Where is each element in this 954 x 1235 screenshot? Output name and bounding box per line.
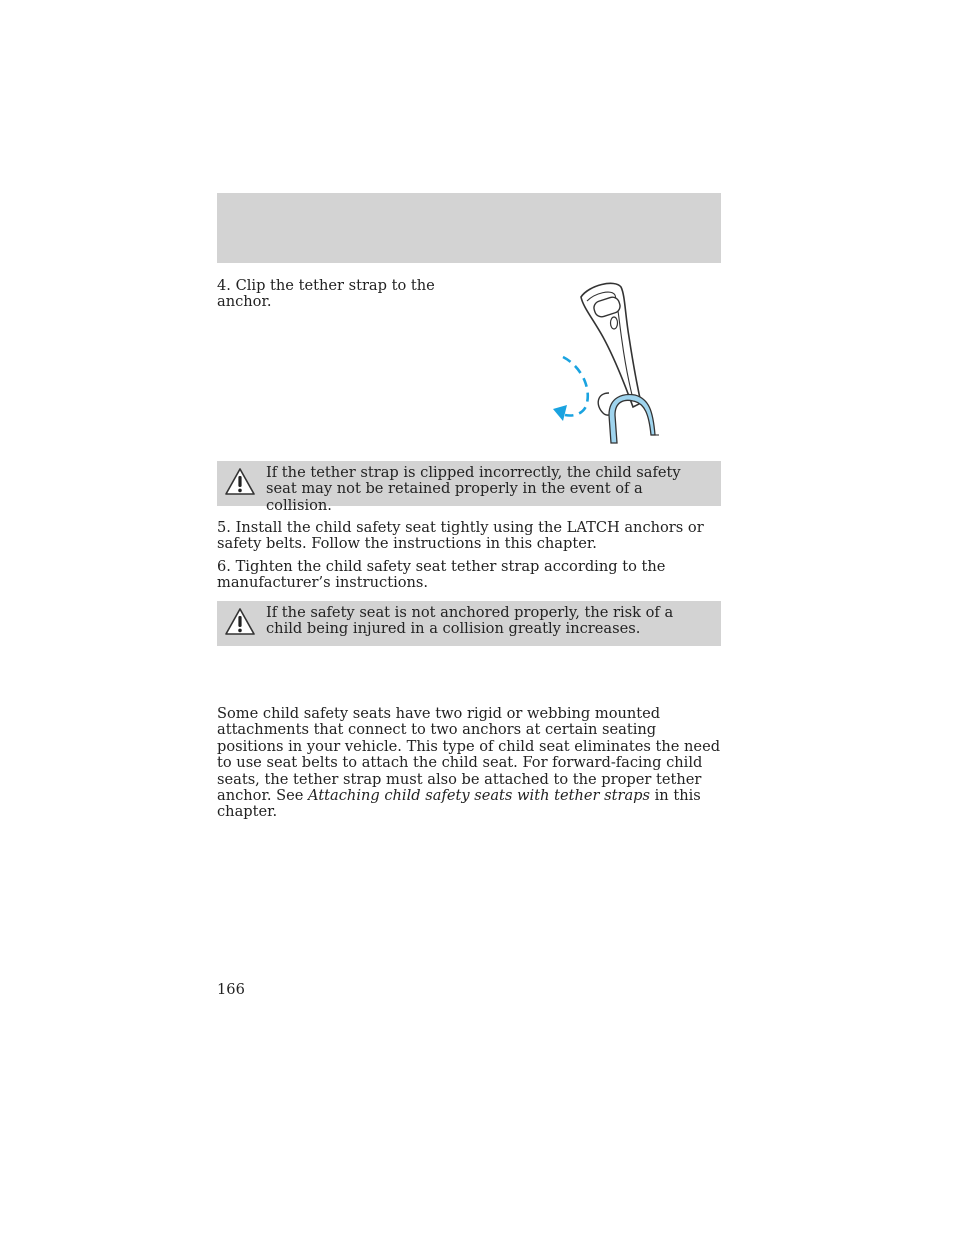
warning-text-tether-clip: If the tether strap is clipped incorrectly, the child safety seat may not be retained properly in the event of a collision.: [266, 464, 681, 514]
clip-direction-arrow-path: [563, 357, 588, 416]
warning-text-seat-anchor: If the safety seat is not anchored properly, the risk of a child being injured in a collision greatly increases.: [266, 604, 674, 638]
warning-triangle-icon: [224, 607, 256, 637]
latch-attachments-paragraph: [217, 706, 721, 821]
paragraph-text-before: Some child safety seats have two rigid or webbing mounted attachments that connect to two anchors at certain seating positions in your vehicle. This type of child seat eliminates the need to use seat belts to attach the child seat. For forward-facing child seats, the tether strap must also be attached to the proper tether anchor. See: [217, 705, 721, 805]
warning-triangle-icon: [224, 467, 256, 497]
tether-hook-hole: [611, 317, 618, 329]
paragraph-text-after: in this chapter.: [217, 787, 701, 821]
step-6-text: 6. Tighten the child safety seat tether strap according to the manufacturer’s instructions.: [217, 558, 666, 592]
section-header-band: [217, 193, 721, 263]
tether-clip-illustration: [545, 275, 670, 450]
page-number: 166: [217, 981, 245, 998]
step-5-text: 5. Install the child safety seat tightly using the LATCH anchors or safety belts. Follow the instructions in this chapter.: [217, 519, 704, 553]
warning-box-seat-anchor: [217, 601, 721, 646]
paragraph-italic-reference: Attaching child safety seats with tether straps: [308, 787, 650, 805]
step-4-text: 4. Clip the tether strap to the anchor.: [217, 277, 435, 311]
clip-direction-arrow-head: [553, 405, 567, 421]
warning-box-tether-clip: [217, 461, 721, 514]
